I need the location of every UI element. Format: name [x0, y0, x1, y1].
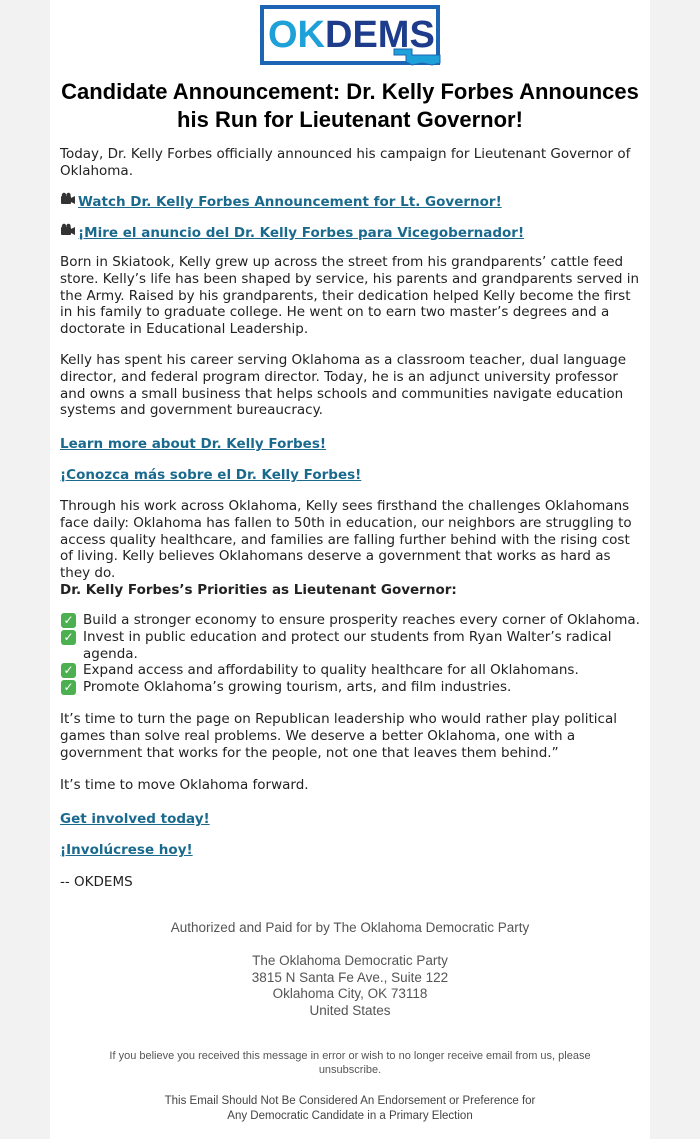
- get-involved-link-es[interactable]: ¡Involúcrese hoy!: [60, 842, 193, 858]
- priorities-list: [60, 612, 640, 696]
- check-mark-icon: ✓: [61, 663, 76, 678]
- priority-text: Build a stronger economy to ensure prosperity reaches every corner of Oklahoma.: [83, 612, 640, 628]
- unsubscribe-text: If you believe you received this message in error or wish to no longer receive email from us, please: [109, 1050, 591, 1062]
- oklahoma-state-icon: [392, 47, 442, 67]
- video-camera-icon: [60, 223, 78, 242]
- address-street: 3815 N Santa Fe Ave., Suite 122: [251, 969, 449, 985]
- career-paragraph: Kelly has spent his career serving Oklahoma as a classroom teacher, dual language director, and federal program director. Today, he is an adjunct university professor and owns a small business that helps schools and communities navigate education systems and government bureaucracy.: [60, 352, 627, 419]
- priority-text: Invest in public education and protect our students from Ryan Walter’s radical agenda.: [83, 628, 612, 662]
- list-item: [60, 629, 640, 663]
- primary-disclaimer: [60, 1094, 640, 1123]
- video-camera-icon: [60, 192, 78, 211]
- born-paragraph: Born in Skiatook, Kelly grew up across the street from his grandparents’ cattle feed store. Kelly’s life has been shaped by service, his parents and grandparents served in the Army. Raised by his grandparents, their dedication helped Kelly become the first in his family to graduate college. He went on to earn two master’s degrees and a doctorate in Educational Leadership.: [60, 254, 640, 338]
- logo-dems: DEMS: [325, 14, 435, 56]
- turn-the-page-paragraph: It’s time to turn the page on Republican leadership who would rather play political games than solve real problems. We deserve a better Oklahoma, one with a government that works for the people, not one that leaves them behind.”: [60, 711, 618, 761]
- footer-address: [60, 953, 640, 1019]
- list-item: [60, 612, 640, 629]
- watch-link-en-label[interactable]: Watch Dr. Kelly Forbes Announcement for Lt. Governor!: [78, 194, 502, 210]
- address-city: Oklahoma City, OK 73118: [272, 986, 428, 1001]
- get-involved-link-en[interactable]: Get involved today!: [60, 811, 210, 827]
- priority-text: Expand access and affordability to quality healthcare for all Oklahomans.: [83, 662, 579, 679]
- logo-ok: OK: [268, 14, 325, 56]
- list-item: [60, 679, 640, 696]
- signoff: -- OKDEMS: [60, 874, 133, 890]
- authorized-line: Authorized and Paid for by The Oklahoma Democratic Party: [170, 920, 530, 935]
- watch-link-es[interactable]: [60, 223, 640, 242]
- learn-more-link-en[interactable]: Learn more about Dr. Kelly Forbes!: [60, 436, 327, 452]
- check-mark-icon: ✓: [61, 630, 76, 645]
- move-forward-paragraph: It’s time to move Oklahoma forward.: [60, 777, 309, 793]
- challenges-paragraph: Through his work across Oklahoma, Kelly sees firsthand the challenges Oklahomans face daily: Oklahoma has fallen to 50th in education, our neighbors are struggling to access quality healthcare, and families are falling further behind with the rising cost of living. Kelly believes Oklahomans deserve a government that works as hard as they do.: [60, 498, 632, 582]
- learn-more-link-es[interactable]: ¡Conozca más sobre el Dr. Kelly Forbes!: [60, 467, 362, 483]
- page-title: Candidate Announcement: Dr. Kelly Forbes Announces his Run for Lieutenant Governor!: [61, 79, 639, 132]
- watch-link-es-label[interactable]: ¡Mire el anuncio del Dr. Kelly Forbes para Vicegobernador!: [78, 225, 525, 241]
- check-mark-icon: ✓: [61, 680, 76, 695]
- unsubscribe-link[interactable]: unsubscribe.: [318, 1064, 382, 1076]
- intro-paragraph: Today, Dr. Kelly Forbes officially announced his campaign for Lieutenant Governor of Oklahoma.: [60, 146, 631, 179]
- check-mark-icon: ✓: [61, 613, 76, 628]
- email-sheet: [50, 0, 650, 1139]
- okdems-logo[interactable]: [260, 5, 440, 65]
- unsubscribe-notice: [60, 1049, 640, 1077]
- priority-text: Promote Oklahoma’s growing tourism, arts, and film industries.: [83, 679, 512, 696]
- address-org: The Oklahoma Democratic Party: [252, 953, 448, 968]
- list-item: [60, 662, 640, 679]
- disclaimer-line-2: Any Democratic Candidate in a Primary Election: [227, 1109, 473, 1122]
- watch-link-en[interactable]: [60, 192, 640, 211]
- disclaimer-line-1: This Email Should Not Be Considered An Endorsement or Preference for: [164, 1095, 536, 1107]
- priorities-heading: Dr. Kelly Forbes’s Priorities as Lieutenant Governor:: [60, 582, 457, 598]
- address-country: United States: [309, 1002, 391, 1018]
